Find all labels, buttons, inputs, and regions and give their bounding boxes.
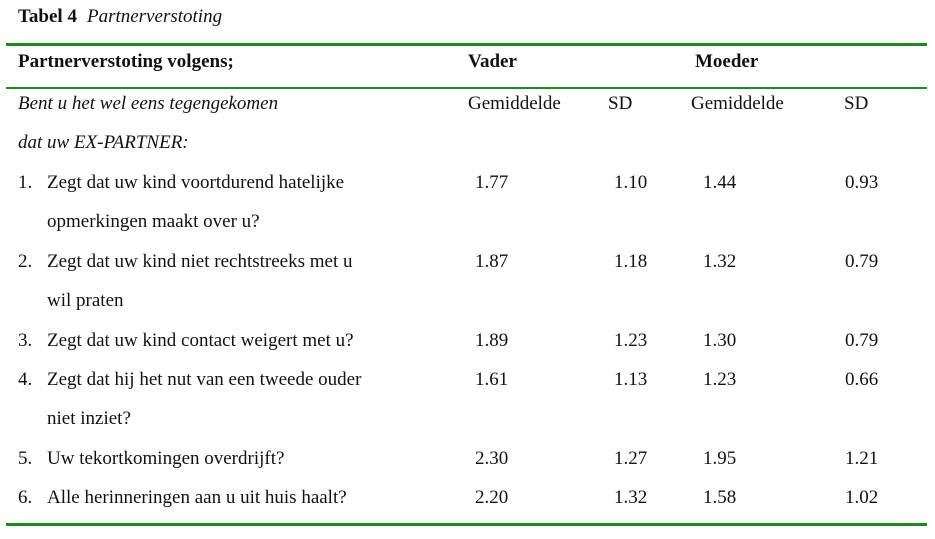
vader-sd-value: 1.10	[614, 172, 648, 193]
vader-sd-label: SD	[608, 93, 633, 114]
vader-gemiddelde-label: Gemiddelde	[468, 93, 561, 114]
table-caption	[18, 6, 222, 28]
row-item-line1: Zegt dat uw kind contact weigert met u?	[47, 330, 354, 351]
moeder-sd-value: 0.79	[845, 330, 879, 351]
vader-mean-value: 1.61	[475, 369, 509, 390]
vader-mean-value: 2.30	[475, 448, 509, 469]
header-rule	[6, 87, 927, 89]
vader-sd-value: 1.32	[614, 487, 648, 508]
row-number: 6.	[18, 487, 33, 508]
table-number: Tabel 4	[18, 6, 77, 27]
row-number: 1.	[18, 172, 33, 193]
moeder-mean-value: 1.32	[703, 251, 737, 272]
moeder-sd-value: 1.21	[845, 448, 879, 469]
moeder-sd-value: 0.79	[845, 251, 879, 272]
vader-mean-value: 1.77	[475, 172, 509, 193]
vader-sd-value: 1.27	[614, 448, 648, 469]
row-number: 5.	[18, 448, 33, 469]
table-title: Partnerverstoting	[86, 6, 223, 27]
question-line-2: dat uw EX-PARTNER:	[18, 132, 189, 153]
header-vader: Vader	[468, 51, 517, 72]
vader-sd-value: 1.18	[614, 251, 648, 272]
row-number: 2.	[18, 251, 33, 272]
row-item-line1: Zegt dat uw kind voortdurend hatelijke	[47, 172, 345, 193]
vader-mean-value: 2.20	[475, 487, 509, 508]
vader-sd-value: 1.13	[614, 369, 648, 390]
moeder-mean-value: 1.95	[703, 448, 737, 469]
row-item-line1: Zegt dat hij het nut van een tweede ouder	[47, 369, 362, 390]
moeder-sd-label: SD	[844, 93, 869, 114]
row-item-line2: niet inziet?	[47, 408, 131, 429]
top-rule	[6, 43, 927, 46]
vader-mean-value: 1.87	[475, 251, 509, 272]
moeder-sd-value: 0.93	[845, 172, 879, 193]
row-item-line2: wil praten	[47, 290, 124, 311]
row-item-line1: Zegt dat uw kind niet rechtstreeks met u	[47, 251, 353, 272]
row-number: 4.	[18, 369, 33, 390]
row-item-line1: Alle herinneringen aan u uit huis haalt?	[47, 487, 347, 508]
moeder-sd-value: 1.02	[845, 487, 879, 508]
row-item-line2: opmerkingen maakt over u?	[47, 211, 260, 232]
row-number: 3.	[18, 330, 33, 351]
header-moeder: Moeder	[695, 51, 759, 72]
moeder-mean-value: 1.58	[703, 487, 737, 508]
moeder-gemiddelde-label: Gemiddelde	[691, 93, 784, 114]
moeder-sd-value: 0.66	[845, 369, 879, 390]
vader-mean-value: 1.89	[475, 330, 509, 351]
vader-sd-value: 1.23	[614, 330, 648, 351]
header-partnerverstoting: Partnerverstoting volgens;	[18, 51, 234, 72]
moeder-mean-value: 1.44	[703, 172, 737, 193]
question-line-1: Bent u het wel eens tegengekomen	[18, 93, 279, 114]
row-item-line1: Uw tekortkomingen overdrijft?	[47, 448, 285, 469]
moeder-mean-value: 1.23	[703, 369, 737, 390]
bottom-rule	[6, 523, 927, 526]
moeder-mean-value: 1.30	[703, 330, 737, 351]
